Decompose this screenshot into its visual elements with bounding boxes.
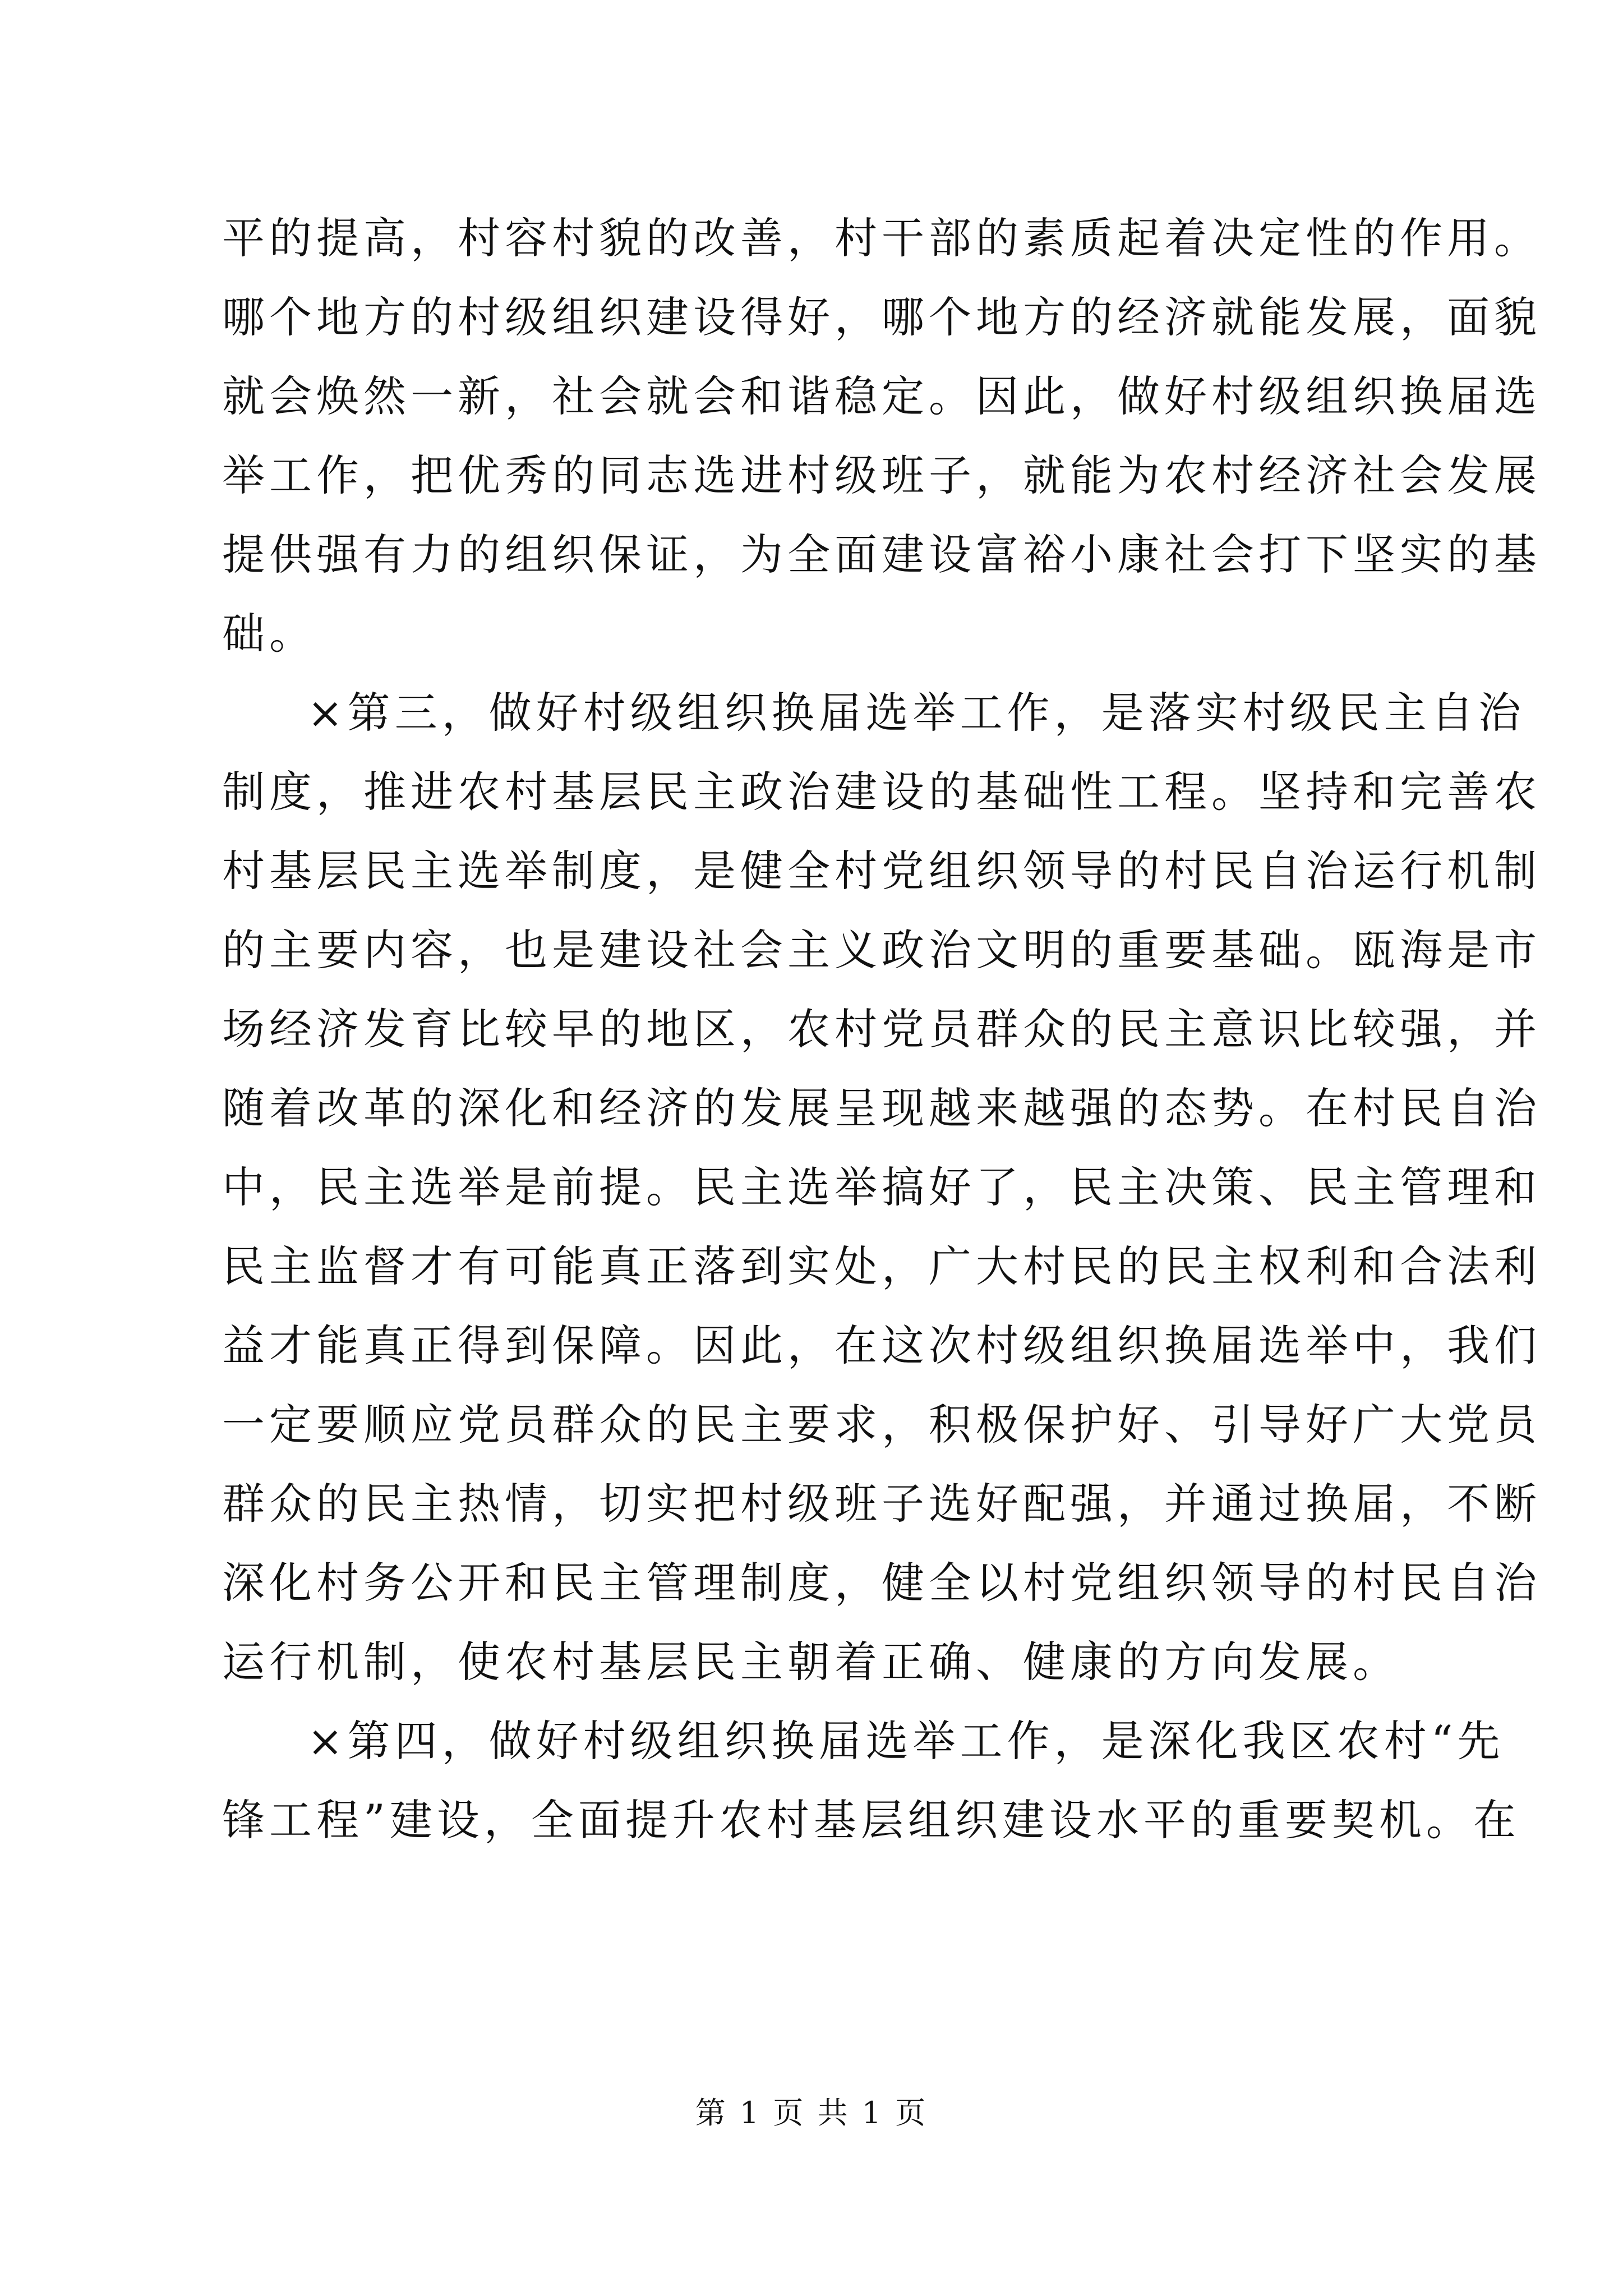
text-line: 哪个地方的村级组织建设得好，哪个地方的经济就能发展，面貌 (222, 292, 1541, 342)
text-line: 的主要内容，也是建设社会主义政治文明的重要基础。瓯海是市 (222, 925, 1541, 975)
text-line: 运行机制，使农村基层民主朝着正确、健康的方向发展。 (222, 1637, 1400, 1687)
page-footer: 第 1 页 共 1 页 (695, 2095, 928, 2131)
text-line: 就会焕然一新，社会就会和谐稳定。因此，做好村级组织换届选 (222, 371, 1541, 421)
text-line: 一定要顺应党员群众的民主要求，积极保护好、引导好广大党员 (222, 1400, 1541, 1450)
text-line: 民主监督才有可能真正落到实处，广大村民的民主权利和合法利 (222, 1241, 1541, 1291)
text-line: 锋工程”建设，全面提升农村基层组织建设水平的重要契机。在 (222, 1795, 1520, 1845)
text-line: 平的提高，村容村貌的改善，村干部的素质起着决定性的作用。 (222, 213, 1541, 263)
text-line: 村基层民主选举制度，是健全村党组织领导的村民自治运行机制 (222, 846, 1541, 896)
text-line: 群众的民主热情，切实把村级班子选好配强，并通过换届，不断 (222, 1479, 1541, 1529)
text-line: 中，民主选举是前提。民主选举搞好了，民主决策、民主管理和 (222, 1162, 1541, 1212)
text-line: 场经济发育比较早的地区，农村党员群众的民主意识比较强，并 (222, 1004, 1541, 1054)
text-line: 础。 (222, 609, 316, 659)
paragraph-start-line: ×第三，做好村级组织换届选举工作，是落实村级民主自治 (307, 688, 1525, 738)
text-line: 随着改革的深化和经济的发展呈现越来越强的态势。在村民自治 (222, 1083, 1541, 1133)
text-line: 深化村务公开和民主管理制度，健全以村党组织领导的村民自治 (222, 1558, 1541, 1608)
paragraph-start-line: ×第四，做好村级组织换届选举工作，是深化我区农村“先 (307, 1716, 1505, 1766)
text-line: 益才能真正得到保障。因此，在这次村级组织换届选举中，我们 (222, 1320, 1541, 1370)
text-line: 提供强有力的组织保证，为全面建设富裕小康社会打下坚实的基 (222, 530, 1541, 579)
text-line: 制度，推进农村基层民主政治建设的基础性工程。坚持和完善农 (222, 767, 1541, 817)
text-line: 举工作，把优秀的同志选进村级班子，就能为农村经济社会发展 (222, 450, 1541, 500)
